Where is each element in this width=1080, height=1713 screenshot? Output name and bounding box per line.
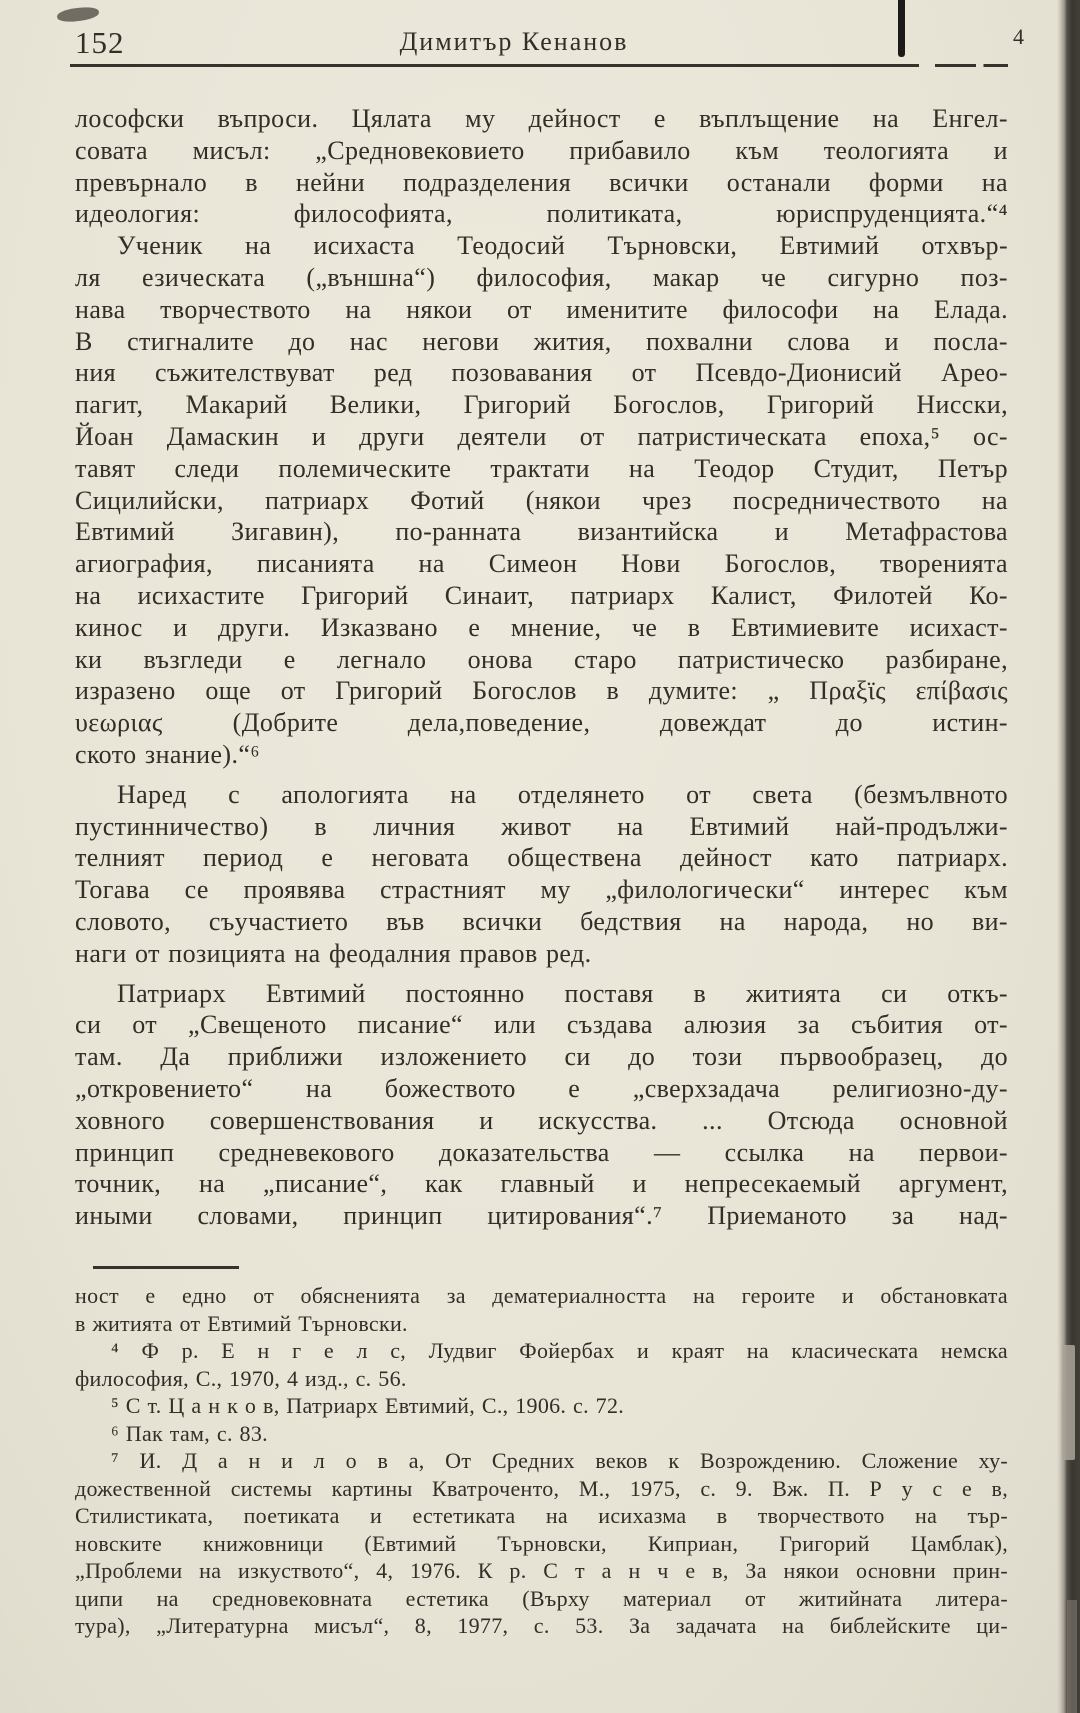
text-line: Евтимий Зигавин), по-ранната византийска и Метафрастова	[75, 517, 1008, 547]
text-line: в житията от Евтимий Търновски.	[75, 1310, 408, 1336]
text-line: пагит, Макарий Велики, Григорий Богослов, Григорий Нисски,	[75, 390, 1008, 420]
text-line: Наред с апологията на отделянето от света (безмълвното	[117, 779, 1008, 809]
page-number: 152	[75, 25, 125, 60]
text-line: „Проблеми на изкуството“, 4, 1976. К р. С т а н ч е в, За някои основни прин-	[75, 1558, 1008, 1583]
text-line: ност е едно от обясненията за дематериалността на героите и обстановката	[75, 1283, 1008, 1308]
text-line: υεωριαϛ (Добрите дела,поведение, довеждат до истин-	[75, 708, 1008, 738]
text-line: превърнало в нейни подразделения всички останали форми на	[75, 167, 1008, 197]
text-line: там. Да приближи изложението си до този първообразец, до	[75, 1042, 1008, 1072]
paragraph	[75, 1337, 1008, 1392]
text-line: Тогава се проявява страстният му „филологически“ интерес към	[75, 875, 1008, 905]
text-line: В стигналите до нас негови жития, похвални слова и посла-	[75, 326, 1008, 356]
paragraph	[75, 1282, 1008, 1337]
text-line: иными словами, принцип цитирования“.⁷ Приеманото за над-	[75, 1201, 1008, 1231]
text-line: нава творчеството на някои от именитите философи на Елада.	[75, 294, 1008, 324]
text-line: философия, С., 1970, 4 изд., с. 56.	[75, 1365, 407, 1391]
text-line: идеология: философията, политиката, юриспруденцията.“⁴	[75, 199, 1008, 229]
text-line: Патриарх Евтимий постоянно поставя в житията си откъ-	[117, 978, 1008, 1008]
text-line: ⁴ Ф р. Е н г е л с, Лудвиг Фойербах и краят на класическата немска	[111, 1338, 1008, 1363]
text-line: ското знание).“⁶	[75, 739, 260, 769]
page-header	[75, 22, 1008, 64]
text-line: тавят следи полемическите трактати на Теодор Студит, Петър	[75, 453, 1008, 483]
text-line: ципи на средновековната естетика (Върху материал от житийната литера-	[75, 1585, 1008, 1611]
text-line: ки възгледи е легнало онова старо патристическо разбиране,	[75, 644, 1008, 674]
paragraph	[75, 230, 1008, 771]
ink-smudge-artifact	[56, 5, 99, 23]
text-line: наги от позицията на феодалния правов ред.	[75, 938, 592, 968]
text-line: дожественной системы картины Кватроченто, М., 1975, с. 9. Вж. П. Р у с е в,	[75, 1475, 1008, 1501]
paragraph	[75, 103, 1008, 230]
paragraph	[75, 1392, 1008, 1420]
page-edge-highlight-lower	[1067, 1600, 1077, 1713]
footnotes-block	[75, 1282, 1008, 1640]
text-line: новските книжовници (Евтимий Търновски, Киприан, Григорий Цамблак),	[75, 1530, 1008, 1556]
running-title: Димитър Кенанов	[399, 27, 629, 56]
text-line: ⁶ Пак там, с. 83.	[111, 1420, 268, 1446]
scan-bar-artifact	[898, 0, 905, 57]
text-line: си от „Свещеното писание“ или създава алюзия за събития от-	[75, 1010, 1008, 1040]
text-line: телният период е неговата обществена дейност като патриарх.	[75, 843, 1008, 873]
text-line: лософски въпроси. Цялата му дейност е въплъщение на Енгел-	[75, 104, 1008, 133]
text-line: принцип средневекового доказательства — ссылка на первои-	[75, 1137, 1008, 1167]
text-line: „откровението“ на божеството е „сверхзадача религиозно-ду-	[75, 1073, 1008, 1103]
text-line: совата мисъл: „Средновековието прибавило към теологията и	[75, 135, 1008, 165]
text-line: словото, съучастието във всички бедствия на народа, но ви-	[75, 906, 1008, 936]
text-line: кинос и други. Изказвано е мнение, че в Евтимиевите исихаст-	[75, 612, 1008, 642]
text-line: Ученик на исихаста Теодосий Търновски, Евтимий отхвър-	[117, 231, 1008, 261]
paragraph	[75, 779, 1008, 970]
text-line: ля езическата („външна“) философия, макар че сигурно поз-	[75, 262, 1008, 292]
footnote-separator-rule	[93, 1266, 239, 1269]
text-line: ния съжителствуват ред позовавания от Псевдо-Дионисий Арео-	[75, 358, 1008, 388]
text-line: пустинничество) в личния живот на Евтимий най-продължи-	[75, 811, 1008, 841]
text-line: агиография, писанията на Симеон Нови Богослов, творенията	[75, 549, 1008, 579]
text-line: Сицилийски, патриарх Фотий (някои чрез посредничеството на	[75, 485, 1008, 515]
text-line: Стилистиката, поетиката и естетиката на исихазма в творчеството на тър-	[75, 1503, 1008, 1528]
corner-number: 4	[1013, 24, 1024, 49]
paragraph	[75, 1420, 1008, 1448]
page-edge-highlight	[1062, 1345, 1075, 1460]
body-text	[75, 103, 1008, 1232]
text-line: тура), „Литературна мисъл“, 8, 1977, с. 53. За задачата на библейските ци-	[75, 1613, 1008, 1638]
text-line: точник, на „писание“, как главный и непресекаемый аргумент,	[75, 1169, 1008, 1199]
text-line: ⁷ И. Д а н и л о в а, От Средних веков к Возрождению. Сложение ху-	[111, 1448, 1008, 1473]
text-line: Йоан Дамаскин и други деятели от патристическата епоха,⁵ ос-	[75, 421, 1008, 451]
text-line: изразено още от Григорий Богослов в думите: „ Πραξϊς επίβασις	[75, 676, 1008, 706]
text-line: ховного совершенствования и искусства. ... Отсюда основной	[75, 1105, 1008, 1135]
paragraph	[75, 978, 1008, 1232]
text-line: ⁵ С т. Ц а н к о в, Патриарх Евтимий, С., 1906. с. 72.	[111, 1393, 625, 1418]
paragraph	[75, 1447, 1008, 1640]
header-rule	[70, 64, 1008, 67]
text-line: на исихастите Григорий Синаит, патриарх Калист, Филотей Ко-	[75, 580, 1008, 610]
